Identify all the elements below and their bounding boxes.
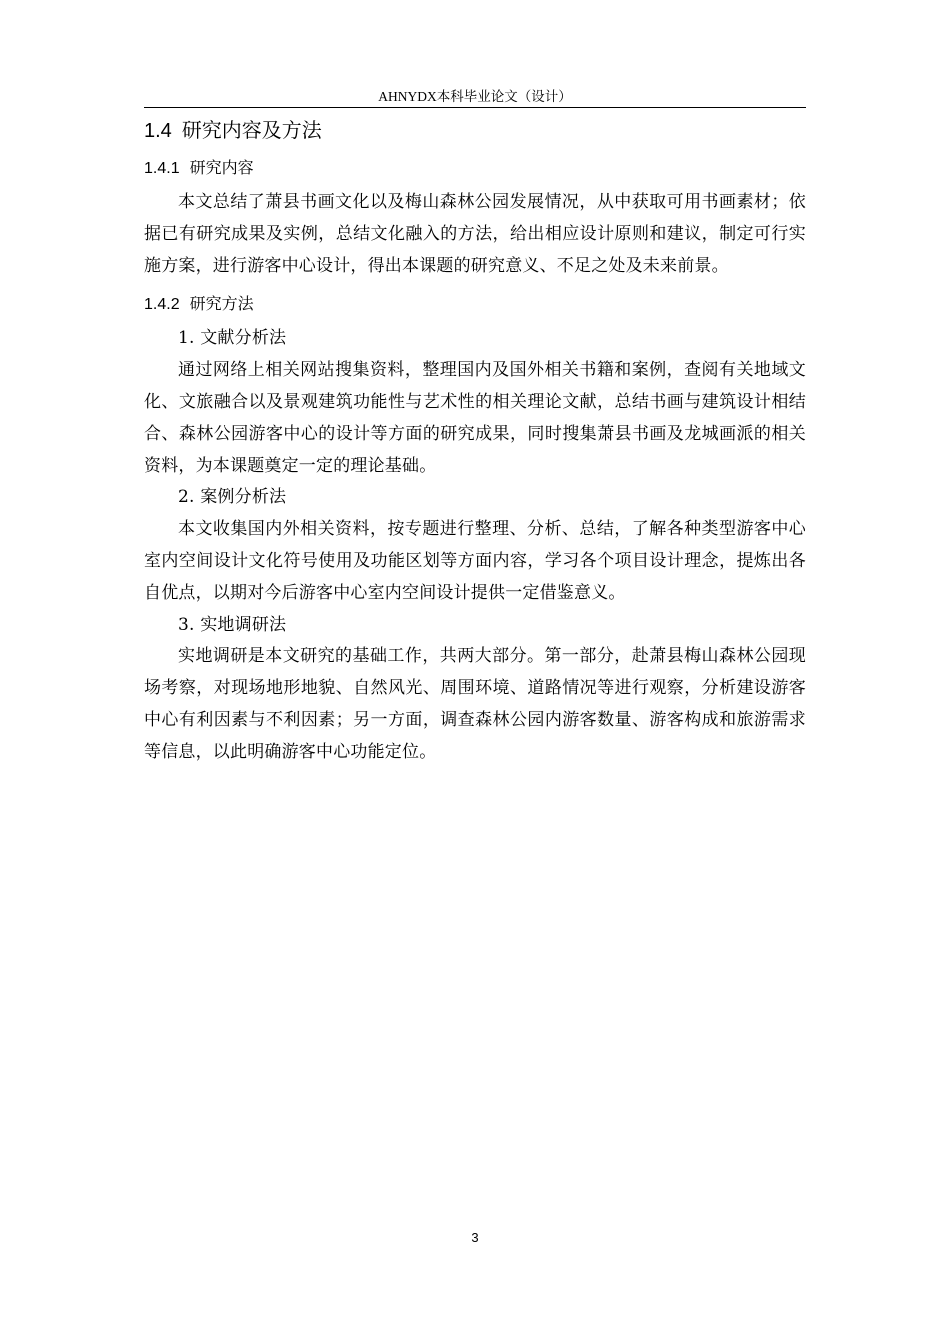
subsection-heading-methods: [144, 292, 806, 317]
page-content: [144, 113, 806, 769]
section-heading: [144, 113, 806, 148]
subsection-title: 研究内容: [189, 158, 254, 177]
paragraph-literature-analysis: 通过网络上相关网站搜集资料，整理国内及国外相关书籍和案例，查阅有关地域文化、文旅融合以及景观建筑功能性与艺术性的相关理论文献，总结书画与建筑设计相结合、森林公园游客中心的设计等方面的研究成果，同时搜集萧县书画及龙城画派的相关资料，为本课题奠定一定的理论基础。: [144, 360, 806, 476]
subsection-heading-content: [144, 156, 806, 181]
method-label-literature: 1. 文献分析法: [178, 328, 287, 349]
subsection-number: 1.4.1: [144, 160, 180, 177]
paragraph-case-analysis: 本文收集国内外相关资料，按专题进行整理、分析、总结，了解各种类型游客中心室内空间设计文化符号使用及功能区划等方面内容，学习各个项目设计理念，提炼出各自优点，以期对今后游客中心室内空间设计提供一定借鉴意义。: [144, 519, 806, 603]
method-label-field-research: 3. 实地调研法: [178, 614, 287, 635]
running-header: AHNYDX本科毕业论文（设计）: [378, 89, 572, 104]
paragraph-research-content: 本文总结了萧县书画文化以及梅山森林公园发展情况，从中获取可用书画素材；依据已有研究成果及实例，总结文化融入的方法，给出相应设计原则和建议，制定可行实施方案，进行游客中心设计，得出本课题的研究意义、不足之处及未来前景。: [144, 192, 806, 276]
page-number: 3: [471, 1230, 479, 1245]
paragraph-field-research: 实地调研是本文研究的基础工作，共两大部分。第一部分，赴萧县梅山森林公园现场考察，对现场地形地貌、自然风光、周围环境、道路情况等进行观察，分析建设游客中心有利因素与不利因素；另一方面，调查森林公园内游客数量、游客构成和旅游需求等信息，以此明确游客中心功能定位。: [144, 646, 806, 762]
section-number: 1.4: [144, 120, 172, 142]
header-rule: [144, 107, 806, 108]
subsection-number: 1.4.2: [144, 296, 180, 314]
subsection-title: 研究方法: [189, 294, 254, 314]
method-label-case-study: 2. 案例分析法: [178, 487, 287, 508]
section-title: 研究内容及方法: [181, 118, 322, 142]
